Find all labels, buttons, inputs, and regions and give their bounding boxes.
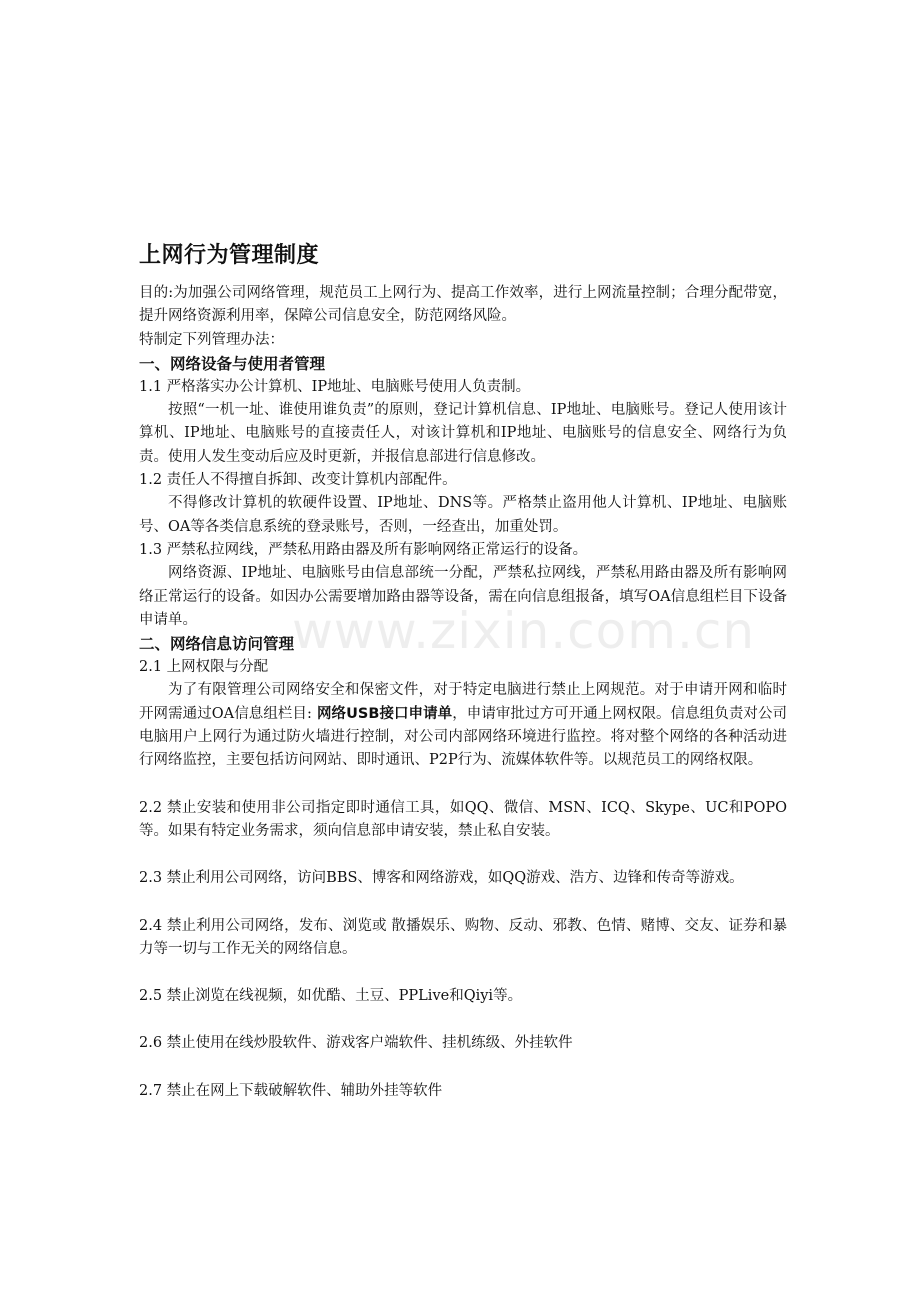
purpose-paragraph: 目的:为加强公司网络管理，规范员工上网行为、提高工作效率，进行上网流量控制；合理分配带宽，提升网络资源利用率，保障公司信息安全，防范网络风险。 (139, 285, 787, 325)
section2-heading: 二、网络信息访问管理 (139, 635, 295, 654)
rule-2-5: 2.5 禁止浏览在线视频，如优酷、土豆、PPLive和Qiyi等。 (139, 988, 523, 1005)
item-1-1-body: 按照“一机一址、谁使用谁负责”的原则，登记计算机信息、IP地址、电脑账号。登记人使用该计算机、IP地址、电脑账号的直接责任人，对该计算机和IP地址、电脑账号的信息安全、网络行为负责。使用人发生变动后应及时更新，并报信息部进行信息修改。 (139, 402, 787, 465)
document-page (139, 240, 787, 1103)
site-watermark: www.zixin.com.cn (292, 602, 756, 660)
item-2-1-title: 2.1 上网权限与分配 (139, 659, 269, 676)
item-2-1-body-end: ，申请审批过方可开通上网权限。信息组负责对公司电脑用户上网行为通过防火墙进行控制，对公司内部网络环境进行监控。将对整个网络的各种活动进行网络监控，主要包括访问网站、即时通讯、P2P行为、流媒体软件等。以规范员工的网络权限。 (139, 705, 788, 769)
rule-2-7: 2.7 禁止在网上下载破解软件、辅助外挂等软件 (139, 1082, 443, 1099)
item-1-3-title: 1.3 严禁私拉网线，严禁私用路由器及所有影响网络正常运行的设备。 (139, 541, 588, 558)
lead-paragraph: 特制定下列管理办法： (139, 331, 284, 348)
rule-2-2: 2.2 禁止安装和使用非公司指定即时通信工具，如QQ、微信、MSN、ICQ、Skype、UC和POPO等。如果有特定业务需求，须向信息部申请安装，禁止私自安装。 (139, 799, 787, 839)
item-1-2-body: 不得修改计算机的软硬件设置、IP地址、DNS等。严格禁止盗用他人计算机、IP地址、电脑账号、OA等各类信息系统的登录账号，否则，一经查出，加重处罚。 (139, 495, 787, 535)
item-1-2-title: 1.2 责任人不得擅自拆卸、改变计算机内部配件。 (139, 472, 457, 489)
item-1-3-body: 网络资源、IP地址、电脑账号由信息部统一分配，严禁私拉网线，严禁私用路由器及所有影响网络正常运行的设备。如因办公需要增加路由器等设备，需在向信息组报备，填写OA信息组栏目下设备申请单。 (139, 565, 787, 628)
usb-request-form-name: 网络USB接口申请单 (311, 705, 453, 722)
document-title: 上网行为管理制度 (139, 243, 320, 268)
rule-2-3: 2.3 禁止利用公司网络，访问BBS、博客和网络游戏，如QQ游戏、浩方、边锋和传奇等游戏。 (139, 870, 744, 887)
item-2-1-body-start: 为了有限管理公司网络安全和保密文件，对于特定电脑进行禁止上网规范。对于申请开网和临时开网需通过OA信息组栏目: (139, 682, 787, 722)
item-1-1-title: 1.1 严格落实办公计算机、IP地址、电脑账号使用人负责制。 (139, 378, 531, 395)
rule-2-6: 2.6 禁止使用在线炒股软件、游戏客户端软件、挂机练级、外挂软件 (139, 1035, 573, 1052)
section1-heading: 一、网络设备与使用者管理 (139, 354, 326, 373)
rule-2-4: 2.4 禁止利用公司网络，发布、浏览或 散播娱乐、购物、反动、邪教、色情、赌博、交友、证券和暴力等一切与工作无关的网络信息。 (139, 917, 787, 957)
item-2-1-body (139, 679, 787, 772)
